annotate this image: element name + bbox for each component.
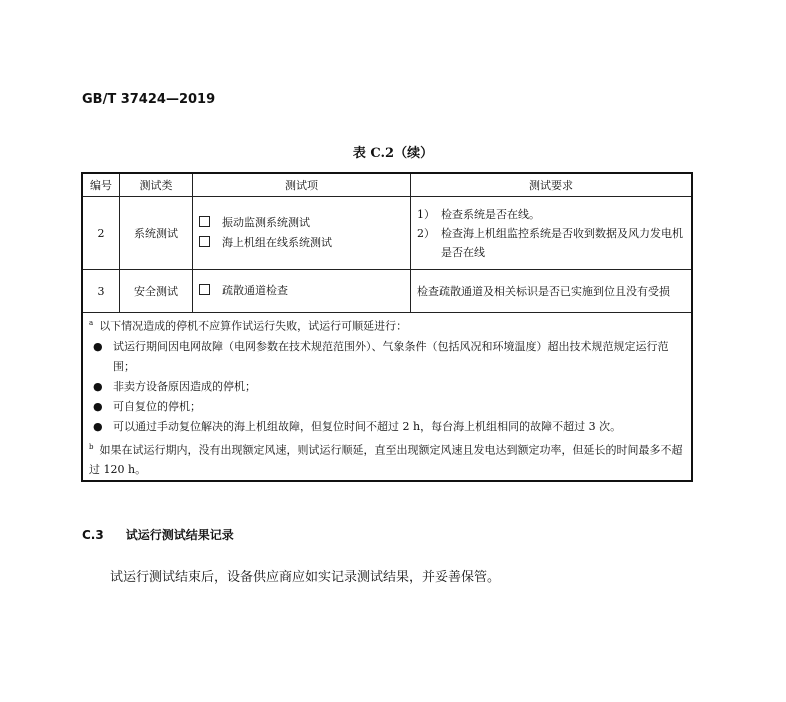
row-number: 2 (82, 197, 120, 270)
row-category: 安全测试 (120, 270, 193, 313)
table-notes-row (82, 313, 692, 482)
bullet-icon: ● (93, 419, 103, 433)
requirement-item (417, 224, 685, 262)
row-number: 3 (82, 270, 120, 313)
requirement-number: 1） (417, 207, 435, 221)
requirement-text: 检查海上机组监控系统是否收到数据及风力发电机是否在线 (441, 226, 683, 259)
row-requirements (411, 197, 693, 270)
body-paragraph: 试运行测试结束后，设备供应商应如实记录测试结果，并妥善保管。 (110, 570, 501, 585)
test-item (199, 233, 404, 253)
bullet-icon: ● (93, 379, 103, 393)
row-items (193, 197, 411, 270)
row-items (193, 270, 411, 313)
note-b-marker: b (89, 442, 94, 451)
note-bullet-text: 试运行期间因电网故障（电网参数在技术规范范围外）、气象条件（包括风况和环境温度）超出技术规范规定运行范围； (113, 339, 669, 373)
test-item-label: 海上机组在线系统测试 (222, 236, 332, 249)
requirement-number: 2） (417, 226, 435, 240)
table-row (82, 270, 692, 313)
bullet-icon: ● (93, 399, 103, 413)
header-test-category: 测试类 (120, 173, 193, 197)
note-b-text: 如果在试运行期内，没有出现额定风速，则试运行顺延，直至出现额定风速且发电达到额定功率，但延长的时间最多不超过 120 h。 (89, 443, 683, 477)
note-bullet-text: 可自复位的停机； (113, 399, 201, 413)
test-table (81, 172, 693, 482)
note-b (89, 437, 685, 481)
row-category: 系统测试 (120, 197, 193, 270)
note-bullet-text: 非卖方设备原因造成的停机； (113, 379, 256, 393)
header-test-requirement: 测试要求 (411, 173, 693, 197)
note-bullet (89, 337, 685, 377)
header-test-item: 测试项 (193, 173, 411, 197)
test-item-label: 振动监测系统测试 (222, 216, 310, 229)
test-item-label: 疏散通道检查 (222, 284, 288, 297)
table-notes (82, 313, 692, 482)
checkbox-icon (199, 236, 210, 247)
note-bullet (89, 377, 685, 397)
bullet-icon: ● (93, 339, 103, 353)
note-a (89, 313, 685, 337)
note-a-marker: a (89, 319, 94, 327)
note-bullet (89, 397, 685, 417)
checkbox-icon (199, 216, 210, 227)
note-bullet-text: 可以通过手动复位解决的海上机组故障，但复位时间不超过 2 h，每台海上机组相同的故障不超过 3 次。 (113, 419, 622, 433)
section-heading (82, 526, 234, 543)
note-bullet (89, 417, 685, 437)
test-item (199, 213, 404, 233)
table-row (82, 197, 692, 270)
requirement-text: 检查系统是否在线。 (441, 207, 540, 221)
table-title: 表 C.2（续） (352, 146, 434, 161)
test-item (199, 281, 404, 301)
header-number: 编号 (82, 173, 120, 197)
checkbox-icon (199, 284, 210, 295)
row-requirements: 检查疏散通道及相关标识是否已实施到位且没有受损 (411, 270, 693, 313)
section-number: C.3 (82, 528, 104, 542)
section-title: 试运行测试结果记录 (125, 528, 234, 542)
requirement-item (417, 205, 685, 224)
table-header-row (82, 173, 692, 197)
note-a-intro: 以下情况造成的停机不应算作试运行失败，试运行可顺延进行： (99, 319, 408, 333)
standard-number: GB/T 37424—2019 (82, 92, 216, 107)
